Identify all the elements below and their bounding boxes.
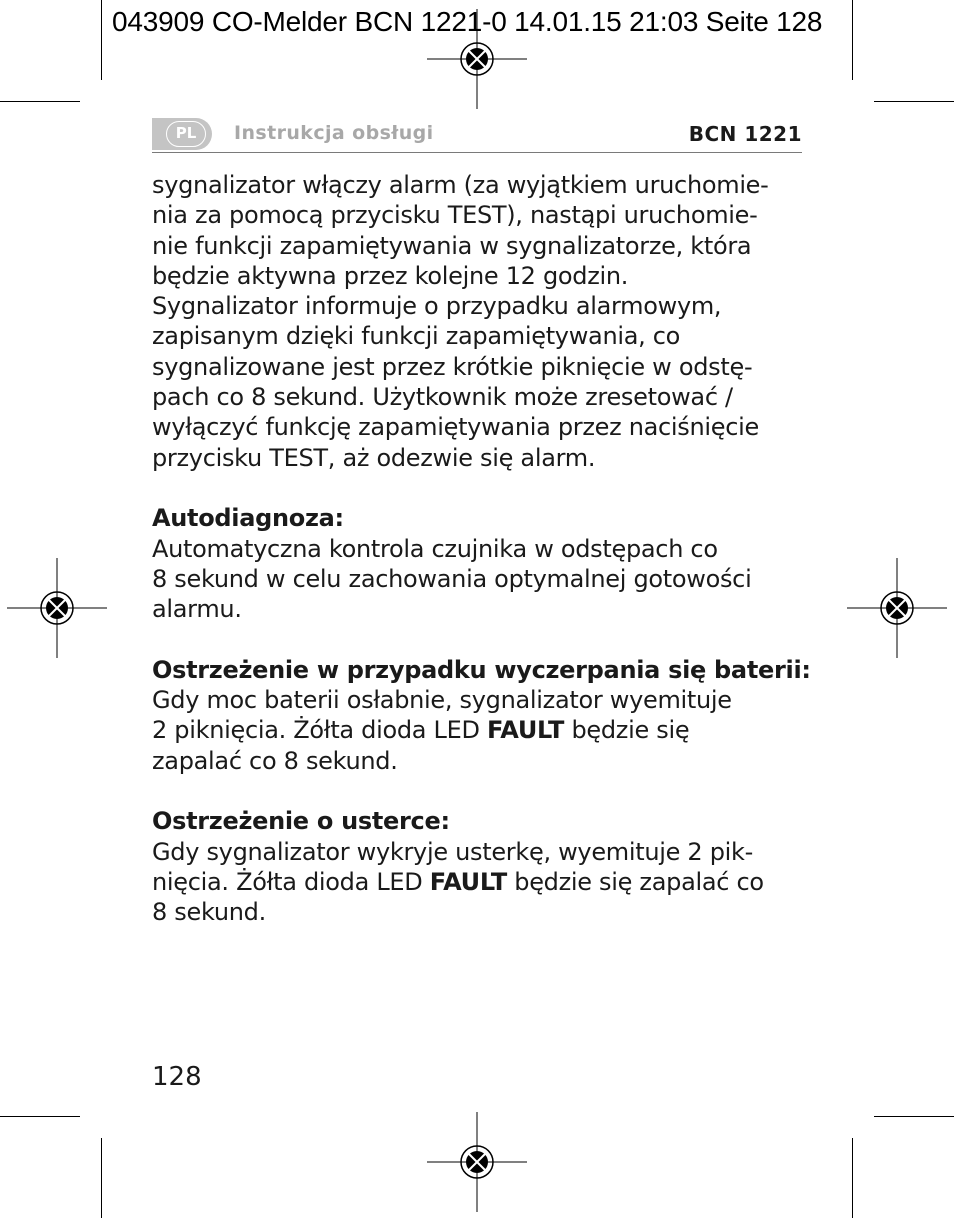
- language-badge: [152, 118, 212, 150]
- text-run: nięcia. Żółta dioda LED: [152, 867, 430, 896]
- text-run: będzie się zapalać co: [506, 867, 764, 896]
- text-line: Gdy sygnalizator wykryje usterkę, wyemituje 2 pik-: [152, 837, 753, 866]
- registration-mark-icon: [846, 557, 948, 659]
- text-line: [152, 715, 802, 745]
- section-heading: Ostrzeżenie w przypadku wyczerpania się baterii:: [152, 655, 811, 684]
- text-line: sygnalizowane jest przez krótkie piknięcie w odstę-: [152, 352, 753, 381]
- text-run: będzie się: [564, 716, 690, 745]
- text-line: Sygnalizator informuje o przypadku alarmowym,: [152, 292, 722, 321]
- section-heading: Autodiagnoza:: [152, 504, 344, 533]
- manual-title: Instrukcja obsługi: [234, 122, 434, 144]
- paragraph-gap: [152, 624, 802, 654]
- paragraph-gap: [152, 776, 802, 806]
- crop-mark: [874, 1116, 954, 1117]
- crop-mark: [0, 101, 80, 102]
- crop-mark: [0, 1116, 80, 1117]
- fault-label: FAULT: [429, 867, 507, 896]
- text-line: zapisanym dzięki funkcji zapamiętywania, co: [152, 322, 681, 351]
- crop-mark: [101, 1138, 102, 1218]
- text-line: nia za pomocą przycisku TEST), nastąpi uruchomie-: [152, 201, 758, 230]
- text-line: [152, 867, 802, 897]
- registration-mark-icon: [6, 557, 108, 659]
- text-line: 8 sekund.: [152, 898, 266, 927]
- model-name: BCN 1221: [688, 122, 802, 146]
- text-line: zapalać co 8 sekund.: [152, 746, 398, 775]
- text-line: Automatyczna kontrola czujnika w odstępach co: [152, 534, 718, 563]
- intro-paragraph: [152, 170, 802, 473]
- fault-label: FAULT: [486, 716, 565, 745]
- section-heading: Ostrzeżenie o usterce:: [152, 807, 450, 836]
- text-line: sygnalizator włączy alarm (za wyjątkiem uruchomie-: [152, 171, 769, 199]
- manual-body: [152, 170, 811, 927]
- text-line: będzie aktywna przez kolejne 12 godzin.: [152, 261, 629, 290]
- print-slug: 043909 CO-Melder BCN 1221-0 14.01.15 21:03 Seite 128: [112, 6, 823, 37]
- text-run: 2 piknięcia. Żółta dioda LED: [152, 716, 487, 745]
- crop-mark: [852, 1138, 853, 1218]
- text-line: alarmu.: [152, 595, 242, 624]
- crop-mark: [874, 101, 954, 102]
- text-line: 8 sekund w celu zachowania optymalnej gotowości: [152, 564, 752, 593]
- fault-warning-section: [152, 806, 802, 927]
- page-number: 128: [152, 1062, 202, 1092]
- running-header: [152, 116, 802, 153]
- registration-mark-icon: [426, 1111, 528, 1213]
- paragraph-gap: [152, 473, 802, 503]
- self-test-section: [152, 503, 802, 624]
- language-code: PL: [166, 121, 206, 147]
- crop-mark: [101, 0, 102, 80]
- crop-mark: [852, 0, 853, 80]
- registration-mark-icon: [426, 8, 528, 110]
- text-line: przycisku TEST, aż odezwie się alarm.: [152, 443, 596, 472]
- text-line: nie funkcji zapamiętywania w sygnalizatorze, która: [152, 231, 752, 260]
- text-line: Gdy moc baterii osłabnie, sygnalizator wyemituje: [152, 686, 732, 715]
- text-line: pach co 8 sekund. Użytkownik może zresetować /: [152, 383, 733, 412]
- text-line: wyłączyć funkcję zapamiętywania przez naciśnięcie: [152, 413, 759, 442]
- battery-warning-section: [152, 655, 811, 776]
